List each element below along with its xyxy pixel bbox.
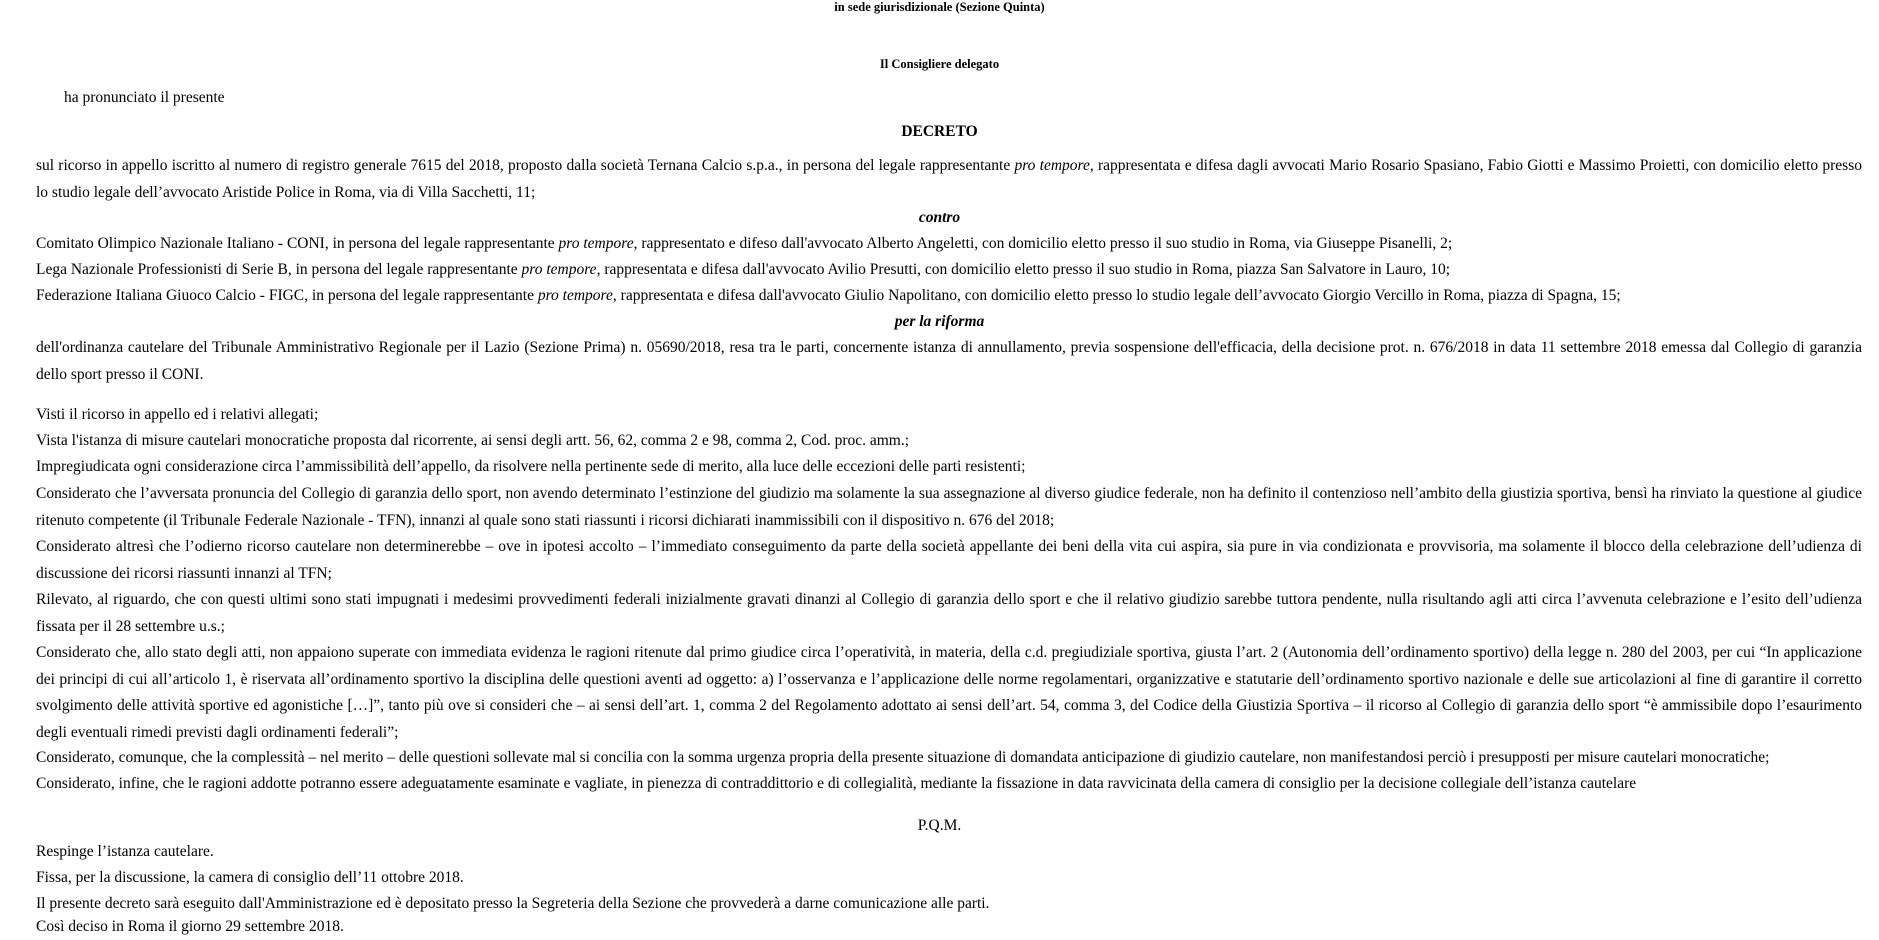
- sede-heading: in sede giurisdizionale (Sezione Quinta): [834, 0, 1045, 14]
- resistente-pro-tempore: pro tempore: [521, 261, 597, 278]
- dispositivo-item: Così deciso in Roma il giorno 29 settembre 2018.: [36, 918, 344, 935]
- contro-heading: contro: [918, 209, 961, 226]
- riforma-paragraph: dell'ordinanza cautelare del Tribunale Amministrativo Regionale per il Lazio (Sezione Prima) n. 05690/2018, resa tra le parti, concernente istanza di annullamento, previa sospensione dell'efficacia, della decisione prot. n. 676/2018 in data 11 settembre 2018 emessa dal Collegio di garanzia dello sport presso il CONI.: [36, 339, 1862, 383]
- resistente-coni: [36, 231, 1862, 257]
- resistente-text: , rappresentato e difeso dall'avvocato Alberto Angeletti, con domicilio eletto presso il suo studio in Roma, via Giuseppe Pisanelli, 2;: [633, 235, 1453, 252]
- considerazione-item: Vista l'istanza di misure cautelari monocratiche proposta dal ricorrente, ai sensi degli artt. 56, 62, comma 2 e 98, comma 2, Cod. proc. amm.;: [36, 432, 910, 449]
- ricorso-pro-tempore: pro tempore: [1014, 157, 1090, 174]
- resistente-text: Comitato Olimpico Nazionale Italiano - CONI, in persona del legale rappresentante: [36, 235, 559, 252]
- considerazione-item: Visti il ricorso in appello ed i relativi allegati;: [36, 406, 319, 423]
- considerazione-item: Considerato, infine, che le ragioni addotte potranno essere adeguatamente esaminate e vagliate, in pienezza di contraddittorio e di collegialità, mediante la fissazione in data ravvicinata della camera di consiglio per la decisione collegiale dell’istanza cautelare: [36, 775, 1637, 792]
- resistente-text: Federazione Italiana Giuoco Calcio - FIGC, in persona del legale rappresentante: [36, 287, 538, 304]
- consigliere-heading: Il Consigliere delegato: [879, 57, 1000, 71]
- resistente-lega-b: [36, 257, 1862, 283]
- considerazione-item: Impregiudicata ogni considerazione circa l’ammissibilità dell’appello, da risolvere nella pertinente sede di merito, alla luce delle eccezioni delle parti resistenti;: [36, 458, 1026, 475]
- ricorso-text-b: , rappresentata e difesa dagli avvocati Mario Rosario Spasiano, Fabio Giotti e Massimo Proietti, con domicilio eletto presso lo studio legale dell’avvocato Aristide Police in Roma, via di Villa Sacchetti, 11;: [36, 157, 1862, 201]
- resistente-text: Lega Nazionale Professionisti di Serie B, in persona del legale rappresentante: [36, 261, 522, 278]
- considerazione-item: Considerato che, allo stato degli atti, non appaiono superate con immediata evidenza le ragioni ritenute dal primo giudice circa l’operatività, in materia, della c.d. pregiudiziale sportiva, giusta l’art. 2 (Autonomia dell’ordinamento sportivo) della legge n. 280 del 2003, per cui “In applicazione dei principi di cui all’articolo 1, è riservata all’ordinamento sportivo la disciplina delle questioni aventi ad oggetto: a) l’osservanza e l’applicazione delle norme regolamentari, organizzative e statutarie dell’ordinamento sportivo nazionale e delle sue articolazioni al fine di garantire il corretto svolgimento delle attività sportive ed agonistiche […]”, tanto più ove si consideri che – ai sensi dell’art. 1, comma 2 del Regolamento adottato ai sensi dell’art. 54, comma 3, del Codice della Giustizia Sportiva – il ricorso al Collegio di garanzia dello sport “è ammissibile dopo l’esaurimento degli eventuali rimedi previsti dagli ordinamenti federali”;: [36, 644, 1862, 741]
- resistente-text: , rappresentata e difesa dall'avvocato Avilio Presutti, con domicilio eletto presso il suo studio in Roma, piazza San Salvatore in Lauro, 10;: [596, 261, 1451, 278]
- dispositivo-item: Respinge l’istanza cautelare.: [36, 843, 214, 860]
- decreto-title: DECRETO: [901, 123, 978, 140]
- considerazione-item: Rilevato, al riguardo, che con questi ultimi sono stati impugnati i medesimi provvedimenti federali inizialmente gravati dinanzi al Collegio di garanzia dello sport e che il relativo giudizio sarebbe tuttora pendente, nulla risultando agli atti circa l’avvenuta celebrazione e l’esito dell’udienza fissata per il 28 settembre u.s.;: [36, 591, 1862, 635]
- resistente-figc: [36, 283, 1862, 309]
- considerazione-item: Considerato, comunque, che la complessità – nel merito – delle questioni sollevate mal si concilia con la somma urgenza propria della presente situazione di domandata anticipazione di giudizio cautelare, non manifestandosi perciò i presupposti per misure cautelari monocratiche;: [36, 749, 1770, 766]
- dispositivo-item: Il presente decreto sarà eseguito dall'Amministrazione ed è depositato presso la Segreteria della Sezione che provvederà a darne comunicazione alle parti.: [36, 895, 990, 912]
- considerazione-item: Considerato altresì che l’odierno ricorso cautelare non determinerebbe – ove in ipotesi accolto – l’immediato conseguimento da parte della società appellante dei beni della vita cui aspira, sia pure in via condizionata e provvisoria, ma solamente il blocco della celebrazione dell’udienza di discussione dei ricorsi riassunti innanzi al TFN;: [36, 538, 1862, 582]
- dispositivo-item: Fissa, per la discussione, la camera di consiglio dell’11 ottobre 2018.: [36, 869, 464, 886]
- pronunciato-line: ha pronunciato il presente: [64, 89, 225, 106]
- ricorso-paragraph: [36, 153, 1862, 206]
- considerazione-item: Considerato che l’avversata pronuncia del Collegio di garanzia dello sport, non avendo determinato l’estinzione del giudizio ma solamente la sua assegnazione al diverso giudice federale, non ha definito il contenzioso nell’ambito della giustizia sportiva, bensì ha rinviato la questione al giudice ritenuto competente (il Tribunale Federale Nazionale - TFN), innanzi al quale sono stati riassunti i ricorsi dichiarati inammissibili con il dispositivo n. 676 del 2018;: [36, 485, 1862, 529]
- ricorso-text-a: sul ricorso in appello iscritto al numero di registro generale 7615 del 2018, proposto dalla società Ternana Calcio s.p.a., in persona del legale rappresentante: [36, 157, 1015, 174]
- resistente-pro-tempore: pro tempore: [558, 235, 634, 252]
- riforma-heading: per la riforma: [894, 313, 985, 330]
- pqm-heading: P.Q.M.: [917, 817, 962, 834]
- resistente-pro-tempore: pro tempore: [537, 287, 613, 304]
- resistente-text: , rappresentata e difesa dall'avvocato Giulio Napolitano, con domicilio eletto presso lo studio legale dell’avvocato Giorgio Vercillo in Roma, piazza di Spagna, 15;: [612, 287, 1621, 304]
